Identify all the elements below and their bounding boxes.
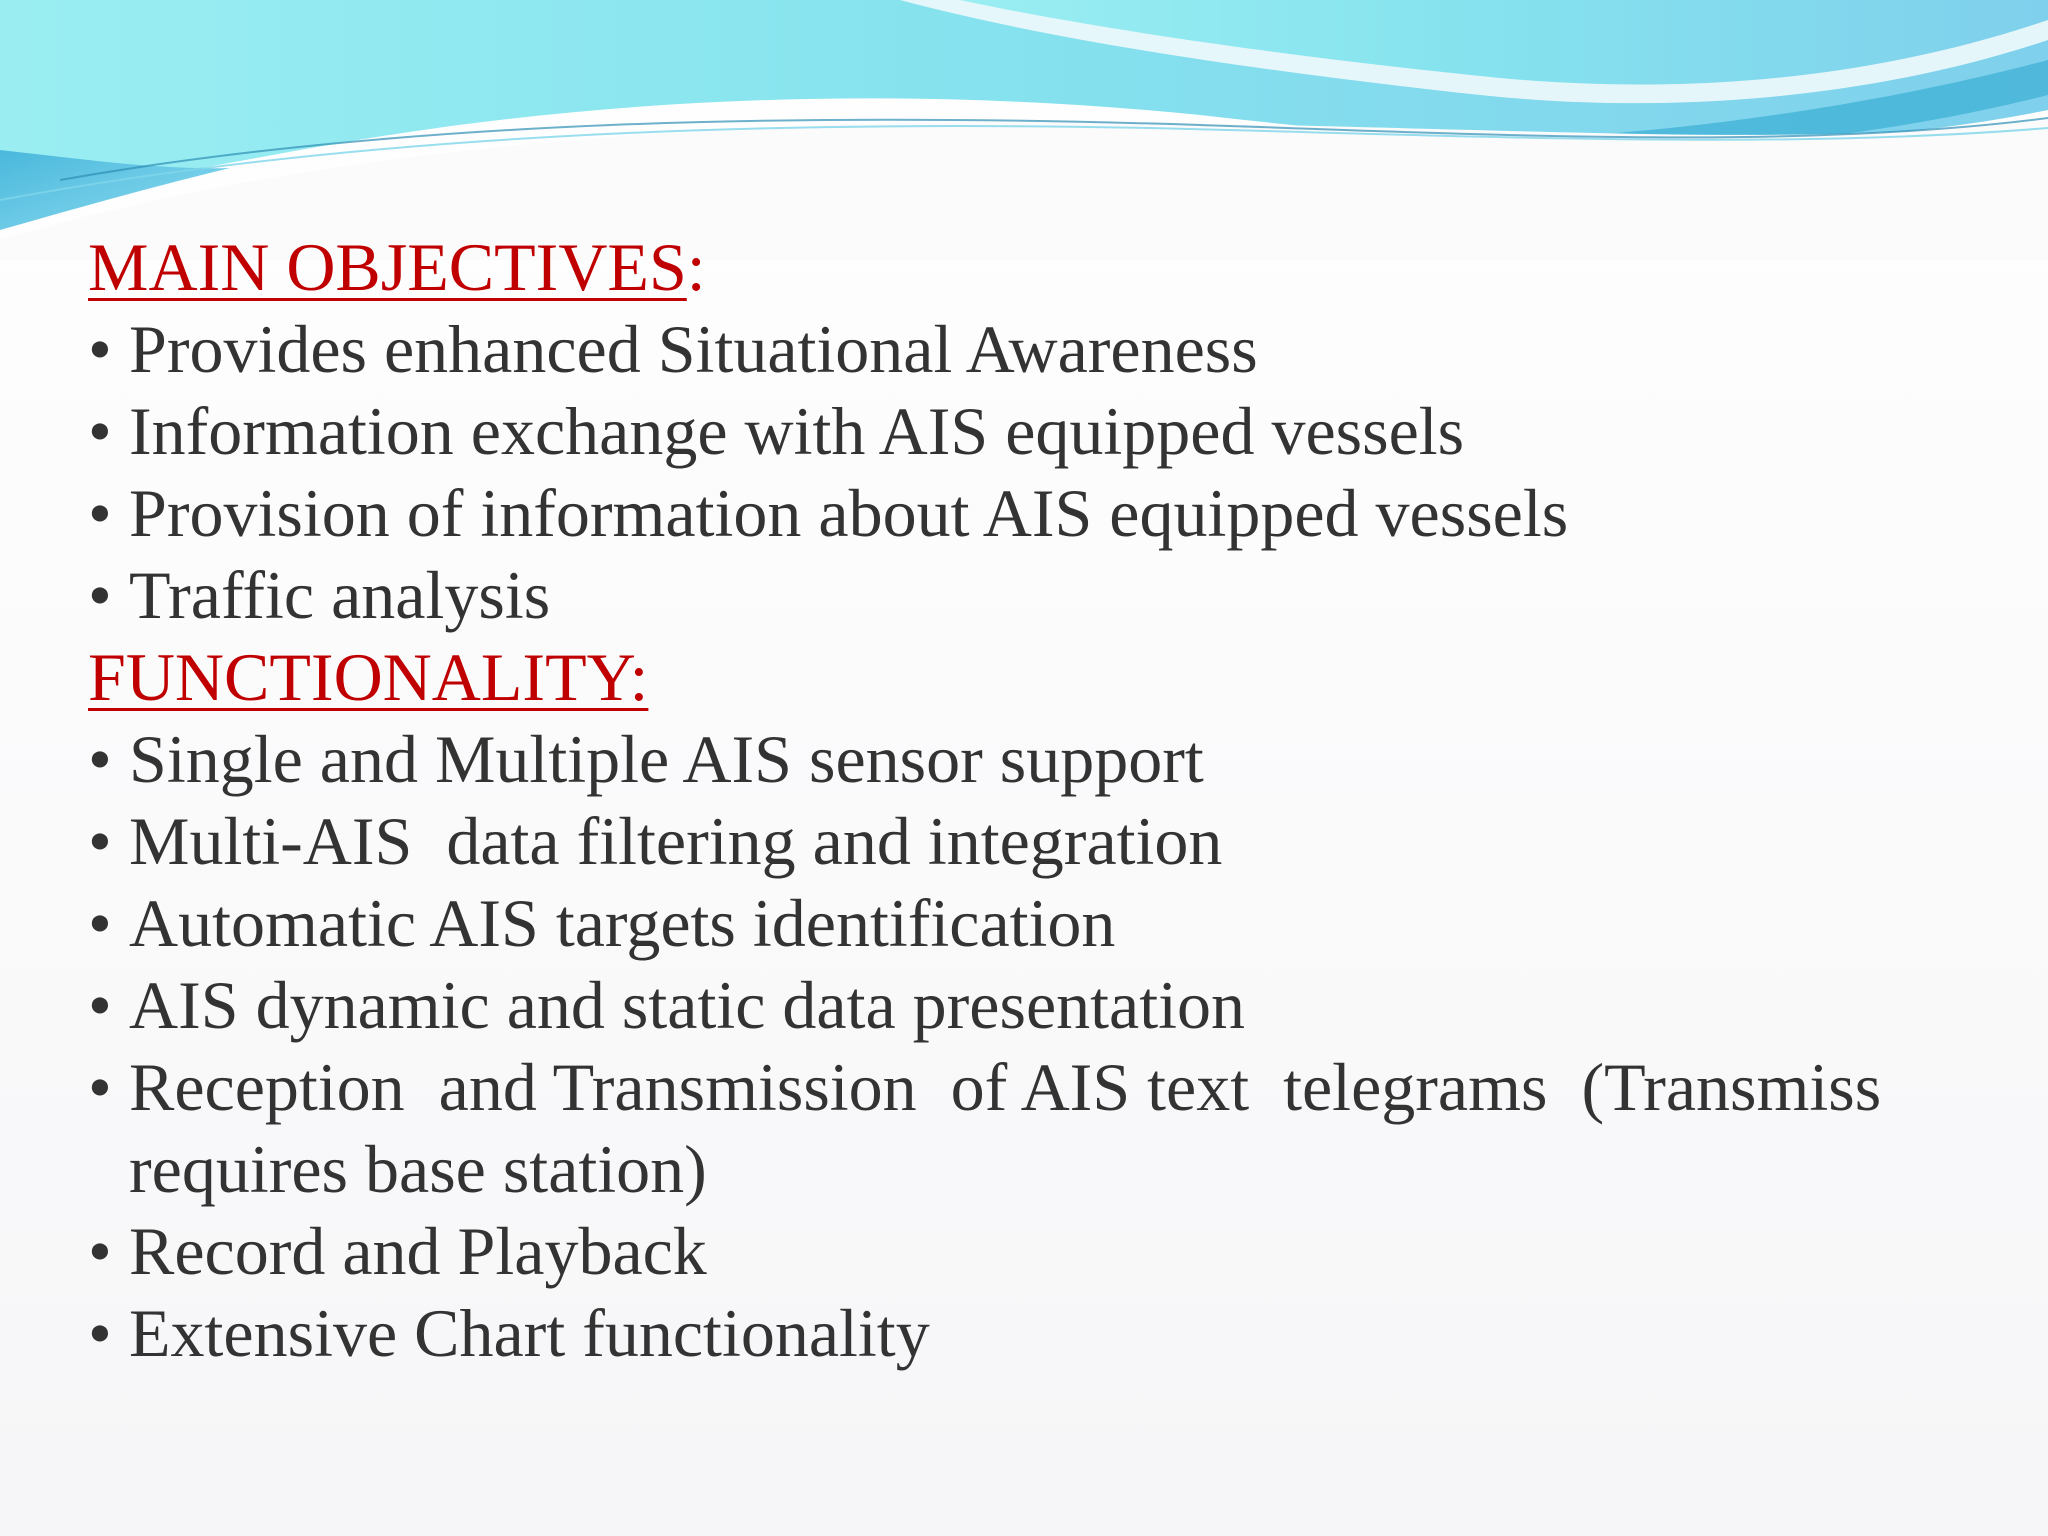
list-item-text: Multi-AIS data filtering and integration (129, 803, 1223, 879)
list-item-text: Record and Playback (129, 1213, 707, 1289)
list-item (88, 1210, 2028, 1292)
list-item-text: Automatic AIS targets identification (129, 885, 1116, 961)
bullet: • (88, 1213, 112, 1289)
list-item-text-line-1: Reception and Transmission of AIS text telegrams (Transmiss (129, 1049, 1882, 1125)
bullet: • (88, 311, 112, 387)
heading-colon: : (629, 639, 649, 715)
list-item-text-line-2: requires base station) (129, 1131, 707, 1207)
bullet: • (88, 1049, 112, 1125)
list-item (88, 472, 2028, 554)
functionality-heading (88, 636, 2028, 718)
heading-text: FUNCTIONALITY (88, 639, 630, 715)
list-item (88, 554, 2028, 636)
list-item (88, 1292, 2028, 1374)
heading-text: MAIN OBJECTIVES (88, 229, 687, 305)
bullet: • (88, 557, 112, 633)
list-item (88, 882, 2028, 964)
list-item (88, 308, 2028, 390)
list-item-text: AIS dynamic and static data presentation (129, 967, 1245, 1043)
list-item-text: Single and Multiple AIS sensor support (129, 721, 1204, 797)
bullet: • (88, 1295, 112, 1371)
bullet: • (88, 803, 112, 879)
list-item-text: Provision of information about AIS equipped vessels (129, 475, 1569, 551)
bullet: • (88, 475, 112, 551)
list-item-text: Provides enhanced Situational Awareness (129, 311, 1258, 387)
bullet: • (88, 393, 112, 469)
list-item-text: Information exchange with AIS equipped vessels (129, 393, 1465, 469)
list-item (88, 718, 2028, 800)
wave-header-decoration (0, 0, 2048, 260)
list-item (88, 964, 2028, 1046)
bullet: • (88, 885, 112, 961)
bullet: • (88, 721, 112, 797)
list-item (88, 1046, 2028, 1210)
main-objectives-heading (88, 226, 2028, 308)
functionality-list (88, 718, 2028, 1374)
objectives-list (88, 308, 2028, 636)
list-item-text: Traffic analysis (129, 557, 551, 633)
bullet: • (88, 967, 112, 1043)
list-item (88, 390, 2028, 472)
list-item (88, 800, 2028, 882)
heading-colon: : (686, 229, 706, 305)
slide-body (88, 226, 2028, 1374)
list-item-text: Extensive Chart functionality (129, 1295, 930, 1371)
